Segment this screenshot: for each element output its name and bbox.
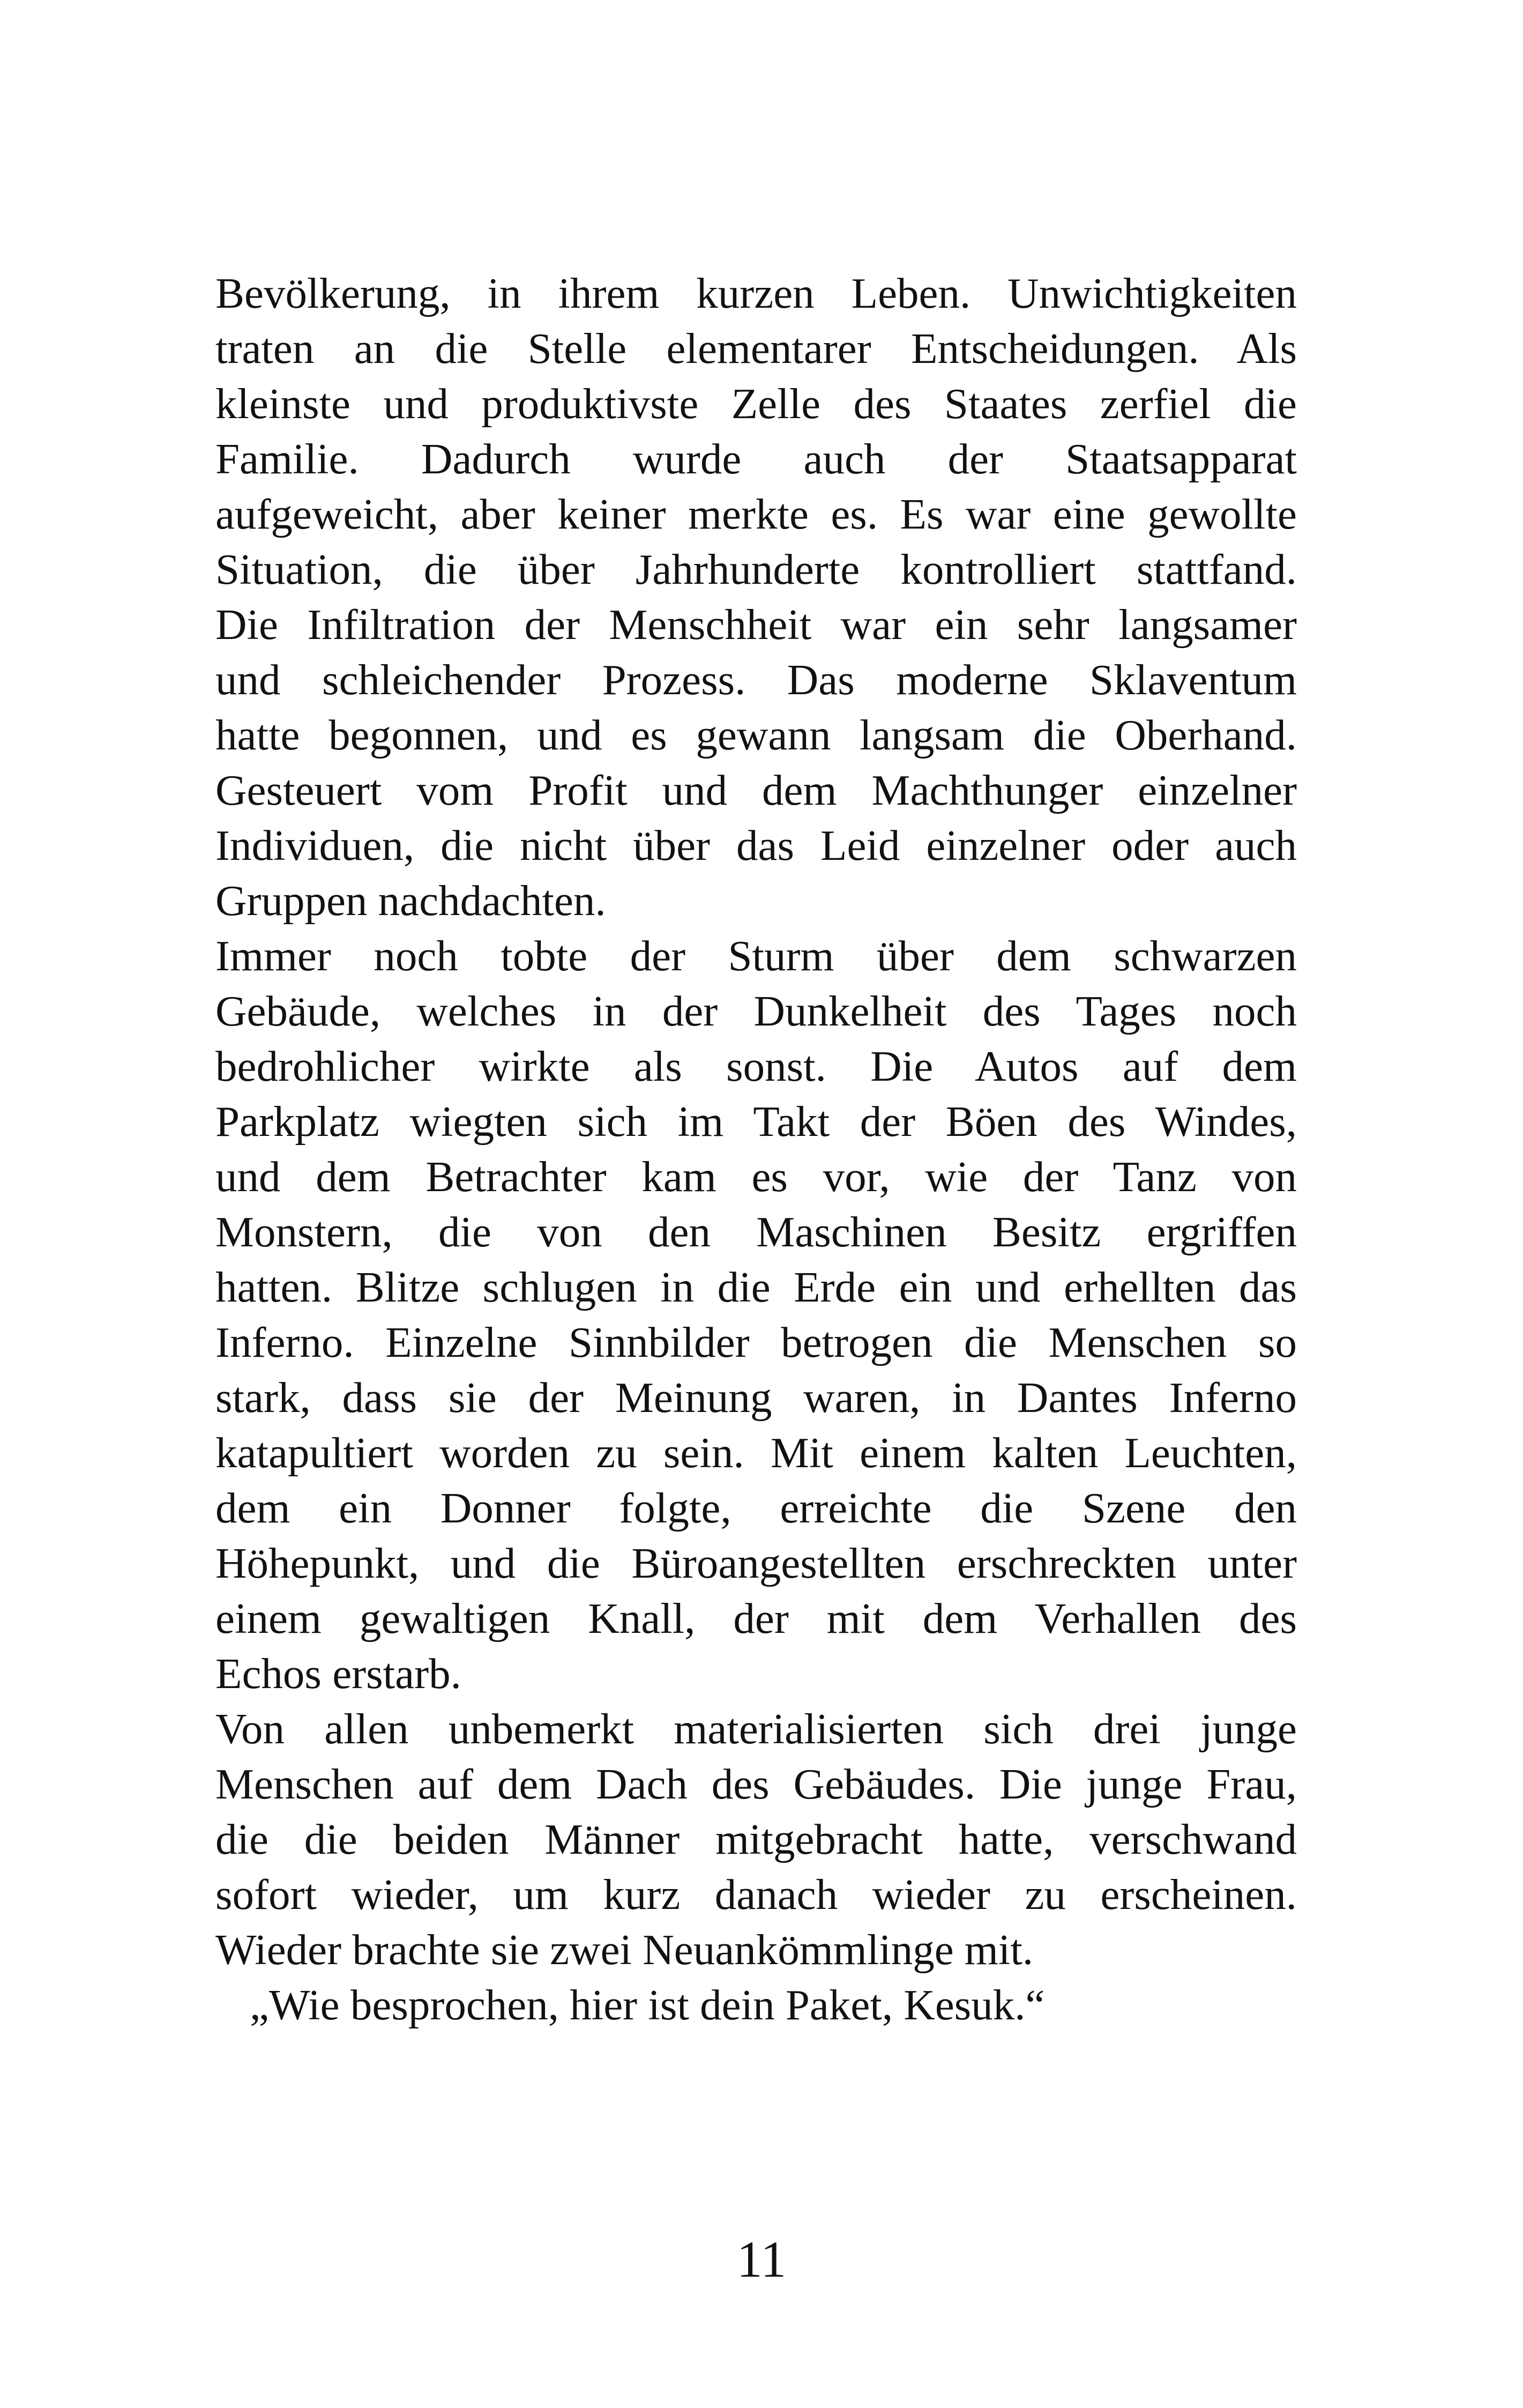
text-line: Inferno. Einzelne Sinnbilder betrogen die Menschen so xyxy=(215,1318,1297,1366)
text-line: Höhepunkt, und die Büroangestellten erschreckten unter xyxy=(215,1539,1297,1587)
text-line: Parkplatz wiegten sich im Takt der Böen des Windes, xyxy=(215,1097,1297,1146)
text-line: Individuen, die nicht über das Leid einzelner oder auch xyxy=(215,821,1297,869)
text-line: Wieder brachte sie zwei Neuankömmlinge mit. xyxy=(215,1926,1034,1974)
paragraph xyxy=(215,928,1297,1701)
paragraph xyxy=(215,1701,1297,1978)
text-line: sofort wieder, um kurz danach wieder zu erscheinen. xyxy=(215,1870,1297,1919)
body-text xyxy=(215,266,1297,2033)
text-line: aufgeweicht, aber keiner merkte es. Es war eine gewollte xyxy=(215,490,1297,538)
text-line: Gebäude, welches in der Dunkelheit des Tages noch xyxy=(215,987,1297,1035)
text-line: die die beiden Männer mitgebracht hatte, verschwand xyxy=(215,1815,1297,1863)
text-line: bedrohlicher wirkte als sonst. Die Autos auf dem xyxy=(215,1042,1297,1090)
text-line: stark, dass sie der Meinung waren, in Dantes Inferno xyxy=(215,1373,1297,1422)
text-line: Gesteuert vom Profit und dem Machthunger einzelner xyxy=(215,766,1297,814)
text-line: traten an die Stelle elementarer Entscheidungen. Als xyxy=(215,324,1297,373)
text-line: Monstern, die von den Maschinen Besitz ergriffen xyxy=(215,1208,1297,1256)
text-line: und dem Betrachter kam es vor, wie der Tanz von xyxy=(215,1153,1297,1201)
text-line: Familie. Dadurch wurde auch der Staatsapparat xyxy=(215,435,1297,483)
text-line: hatte begonnen, und es gewann langsam die Oberhand. xyxy=(215,711,1297,759)
text-line: „Wie besprochen, hier ist dein Paket, Kesuk.“ xyxy=(250,1981,1045,2029)
text-line: Situation, die über Jahrhunderte kontrolliert stattfand. xyxy=(215,545,1297,593)
text-line: Gruppen nachdachten. xyxy=(215,876,606,925)
paragraph xyxy=(215,266,1297,928)
text-line: Echos erstarb. xyxy=(215,1649,461,1698)
text-line: Von allen unbemerkt materialisierten sich drei junge xyxy=(215,1705,1297,1753)
text-line: Immer noch tobte der Sturm über dem schwarzen xyxy=(215,932,1297,980)
text-line: und schleichender Prozess. Das moderne Sklaventum xyxy=(215,656,1297,704)
text-line: katapultiert worden zu sein. Mit einem kalten Leuchten, xyxy=(215,1429,1297,1477)
page-number: 11 xyxy=(736,2231,787,2288)
text-line: kleinste und produktivste Zelle des Staates zerfiel die xyxy=(215,380,1297,428)
text-line: dem ein Donner folgte, erreichte die Szene den xyxy=(215,1484,1297,1532)
text-line: Die Infiltration der Menschheit war ein sehr langsamer xyxy=(215,600,1297,649)
text-line: Menschen auf dem Dach des Gebäudes. Die junge Frau, xyxy=(215,1760,1297,1808)
text-line: hatten. Blitze schlugen in die Erde ein und erhellten das xyxy=(215,1263,1297,1311)
text-line: Bevölkerung, in ihrem kurzen Leben. Unwichtigkeiten xyxy=(215,269,1297,317)
paragraph xyxy=(215,1978,1297,2033)
text-line: einem gewaltigen Knall, der mit dem Verhallen des xyxy=(215,1594,1297,1643)
